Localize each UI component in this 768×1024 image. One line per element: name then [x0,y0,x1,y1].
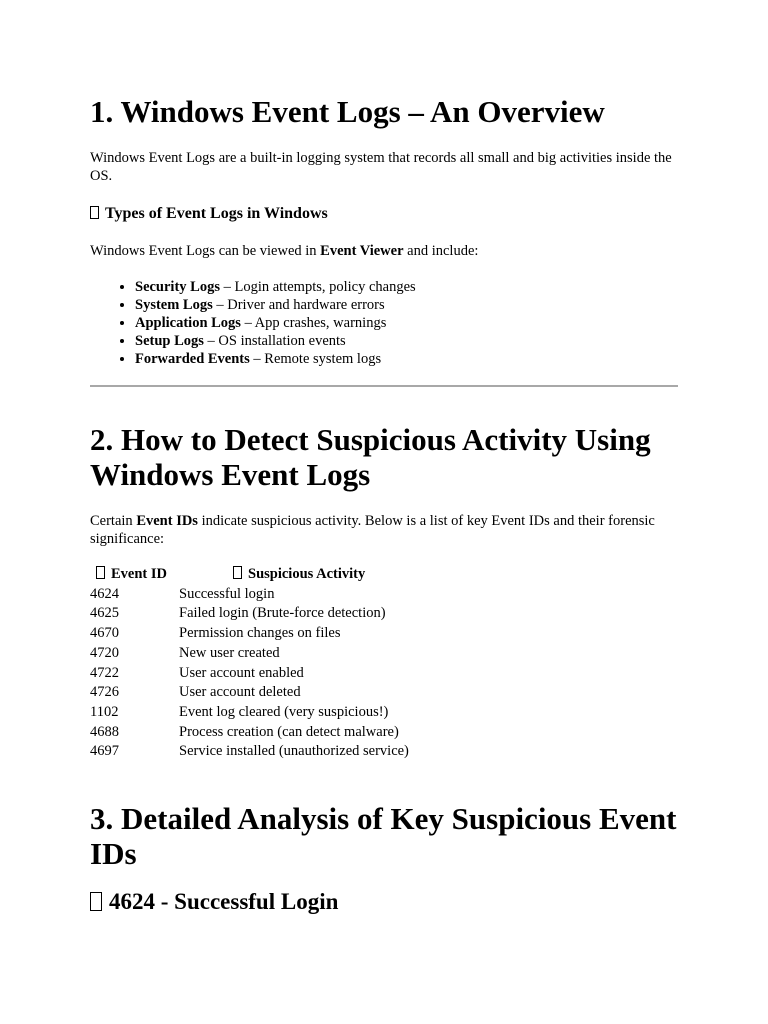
event-id-cell: 4722 [90,664,119,681]
table-row [90,742,409,762]
table-header-row [90,565,409,585]
activity-cell: Process creation (can detect malware) [179,723,399,740]
log-type-desc: – Driver and hardware errors [212,297,385,313]
log-type-desc: – Login attempts, policy changes [219,279,416,295]
section3-heading-line2: IDs [90,836,137,872]
activity-cell: Successful login [179,585,275,602]
types-of-event-logs-heading [90,204,678,224]
section2-heading [90,422,678,492]
list-item [135,278,678,296]
activity-cell: Service installed (unauthorized service) [179,743,409,760]
table-row [90,585,409,605]
event-viewer-bold: Event Viewer [320,243,404,259]
table-row [90,644,409,664]
log-type-name: Security Logs [135,279,220,295]
missing-glyph-box-icon [90,206,99,219]
section2-intro [90,512,678,548]
log-type-name: System Logs [135,297,213,313]
suspicious-activity-header [179,565,409,585]
table-row [90,624,409,644]
list-item [135,350,678,368]
log-types-list [90,278,678,368]
missing-glyph-box-icon [96,566,105,579]
log-type-desc: – OS installation events [203,333,346,349]
missing-glyph-box-icon [90,892,102,911]
missing-glyph-box-icon [233,566,242,579]
activity-cell: User account deleted [179,684,301,701]
event-id-cell: 4720 [90,644,119,661]
activity-cell: Failed login (Brute-force detection) [179,605,386,622]
event-id-header [90,565,179,585]
event-4624-subheading-text: 4624 - Successful Login [109,889,339,915]
event-id-cell: 4624 [90,585,119,602]
types-heading-text: Types of Event Logs in Windows [105,205,328,222]
section2-heading-line2: Windows Event Logs [90,457,371,492]
table-row [90,604,409,624]
activity-cell: Permission changes on files [179,625,341,642]
section1-intro: Windows Event Logs are a built-in logging system that records all small and big activities inside the OS. [90,150,672,184]
list-item [135,296,678,314]
event-id-cell: 4625 [90,605,119,622]
event-viewer-pre: Windows Event Logs can be viewed in [90,243,321,259]
activity-cell: Event log cleared (very suspicious!) [179,703,389,720]
section-divider [90,385,678,387]
event-id-cell: 4697 [90,743,119,760]
activity-cell: New user created [179,644,280,661]
event-id-header-text: Event ID [111,566,167,582]
event-id-cell: 1102 [90,703,119,720]
section2-intro-post: indicate suspicious activity. Below is a list of key Event IDs and their forensic significance: [90,513,655,547]
event-viewer-sentence [90,242,678,260]
section2-intro-pre: Certain [90,513,137,529]
log-type-name: Setup Logs [135,333,204,349]
log-type-desc: – Remote system logs [249,351,382,367]
section2-heading-line1: 2. How to Detect Suspicious Activity Using [90,422,651,457]
table-row [90,664,409,684]
table-row [90,703,409,723]
event-id-cell: 4688 [90,723,119,740]
event-viewer-post: and include: [403,243,479,259]
event-4624-subheading [90,888,678,916]
section3-heading-line1: 3. Detailed Analysis of Key Suspicious Event [90,801,677,837]
event-id-cell: 4726 [90,684,119,701]
table-row [90,683,409,703]
section3-heading [90,801,678,871]
log-type-name: Forwarded Events [135,351,250,367]
document-content [90,94,678,916]
log-type-desc: – App crashes, warnings [240,315,387,331]
event-id-cell: 4670 [90,625,119,642]
log-type-name: Application Logs [135,315,241,331]
event-id-table [90,565,409,762]
list-item [135,332,678,350]
suspicious-activity-header-text: Suspicious Activity [248,566,366,582]
list-item [135,314,678,332]
table-row [90,723,409,743]
activity-cell: User account enabled [179,664,304,681]
section2-intro-bold: Event IDs [136,513,198,529]
section1-heading: 1. Windows Event Logs – An Overview [90,94,605,129]
